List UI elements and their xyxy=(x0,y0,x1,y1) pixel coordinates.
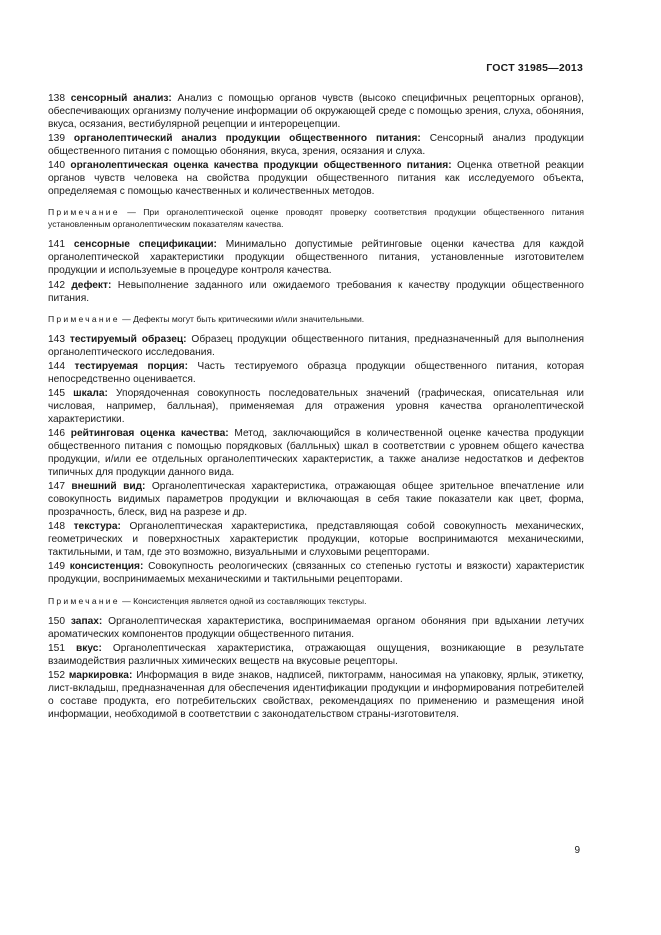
definition-151 xyxy=(48,642,584,668)
entry-term: сенсорный анализ: xyxy=(70,93,172,104)
definition-141 xyxy=(48,238,584,277)
entry-term: маркировка: xyxy=(68,669,133,681)
entry-term: вкус: xyxy=(76,642,102,654)
entry-text: Совокупность реологических (связанных со степенью густоты и вязкости) характеристик продукции, воспринимаемых механическими и тактильными рецепторами. xyxy=(48,561,584,586)
definition-146 xyxy=(48,427,584,479)
entry-number: 152 xyxy=(48,669,65,681)
entry-number: 138 xyxy=(48,93,65,104)
note-text: — Консистенция является одной из составляющих текстуры. xyxy=(122,595,367,606)
note-1 xyxy=(48,206,584,230)
entry-text: Сенсорный анализ продукции общественного питания с помощью обоняния, вкуса, зрения, осязания и слуха. xyxy=(48,133,584,158)
definition-138 xyxy=(48,92,584,131)
entry-text: Часть тестируемого образца продукции общественного питания, которая непосредственно оценивается. xyxy=(48,360,584,385)
definition-150 xyxy=(48,615,584,641)
entry-number: 148 xyxy=(48,521,65,533)
note-text: — Дефекты могут быть критическими и/или значительными. xyxy=(122,313,365,324)
entry-number: 145 xyxy=(48,387,65,399)
definition-147 xyxy=(48,480,584,519)
entry-number: 150 xyxy=(48,615,65,627)
entry-term: внешний вид: xyxy=(71,481,146,493)
definition-143 xyxy=(48,333,584,359)
entry-text: Минимально допустимые рейтинговые оценки качества для каждой органолептической характеристики продукции общественного питания, установленные изготовителем продукции и используемые в процедуре контроля качества. xyxy=(48,239,584,277)
note-label: Примечание xyxy=(48,313,120,324)
entry-text: Информация в виде знаков, надписей, пиктограмм, наносимая на упаковку, ярлык, этикетку, лист-вкладыш, предназначенная для обеспечения идентификации продукции и информирования потребителей о составе продукта, его потребительских свойствах, рекомендациях по применению и размещения иной информации, необходимой в соответствии с законодательством страны-изготовителя. xyxy=(48,669,584,720)
entry-term: шкала: xyxy=(73,387,108,399)
entry-term: тестируемая порция: xyxy=(74,360,188,372)
entry-text: Анализ с помощью органов чувств (высоко специфичных рецепторных органов), обеспечивающих организму получение информации об окружающей среде с помощью зрения, слуха, обоняния, вкуса, осязания, вестибулярной рецепции и интерорецепции. xyxy=(48,93,584,131)
entry-term: консистенция: xyxy=(69,561,144,573)
entry-text: Упорядоченная совокупность последовательных значений (графическая, описательная или числовая, например, балльная), применяемая для отражения уровня качества органолептической характеристики. xyxy=(48,387,584,425)
entry-text: Органолептическая характеристика, отражающая ощущения, возникающие в результате взаимодействия различных химических веществ на вкусовые рецепторы. xyxy=(48,642,584,667)
entry-term: тестируемый образец: xyxy=(69,333,187,345)
entry-number: 143 xyxy=(48,333,65,345)
entry-number: 144 xyxy=(48,360,65,372)
entry-term: текстура: xyxy=(73,521,121,533)
note-2 xyxy=(48,313,584,325)
entry-term: органолептическая оценка качества продукции общественного питания: xyxy=(70,160,452,172)
entry-number: 149 xyxy=(48,561,65,573)
standard-header: ГОСТ 31985—2013 xyxy=(486,62,583,74)
entry-term: дефект: xyxy=(71,279,112,291)
note-label: Примечание xyxy=(48,595,120,606)
note-3 xyxy=(48,595,584,607)
definition-145 xyxy=(48,387,584,426)
note-label: Примечание xyxy=(48,207,120,218)
entry-number: 142 xyxy=(48,279,65,291)
entry-text: Органолептическая характеристика, представляющая собой совокупность механических, геометрических и поверхностных характеристик продукции, которые воспринимаются механическими, тактильными, и там, где это возможно, визуальными и слуховыми рецепторами. xyxy=(48,521,584,559)
entry-text: Органолептическая характеристика, отражающая общее зрительное впечатление или совокупность видимых параметров продукции и включающая в себя такие показатели как цвет, форма, прозрачность, блеск, вид на разрезе и др. xyxy=(48,481,584,519)
definition-144 xyxy=(48,360,584,386)
entry-term: органолептический анализ продукции общественного питания: xyxy=(73,133,421,145)
entry-text: Метод, заключающийся в количественной оценке качества продукции общественного питания с помощью порядковых (балльных) шкал в соответствии с уровнем общего качества продукции, и/или ее отдельных органолептических характеристик, а также анализе недостатков и дефектов типичных для продукции данного вида. xyxy=(48,427,584,479)
entry-text: Органолептическая характеристика, воспринимаемая органом обоняния при вдыхании летучих ароматических компонентов продукции общественного питания. xyxy=(48,615,584,640)
entry-number: 147 xyxy=(48,481,65,493)
entry-number: 151 xyxy=(48,642,65,654)
entry-text: Невыполнение заданного или ожидаемого требования к качеству продукции общественного питания. xyxy=(48,279,584,304)
entry-number: 146 xyxy=(48,427,65,439)
entry-text: Оценка ответной реакции органов чувств человека на свойства продукции общественного питания как исследуемого объекта, определяемая с помощью качественных и количественных методов. xyxy=(48,160,584,198)
entry-text: Образец продукции общественного питания, предназначенный для выполнения органолептического исследования. xyxy=(48,333,584,358)
entry-term: рейтинговая оценка качества: xyxy=(70,427,229,439)
entry-number: 140 xyxy=(48,160,65,172)
page-number: 9 xyxy=(574,845,580,856)
entry-term: сенсорные спецификации: xyxy=(73,239,217,251)
definition-149 xyxy=(48,560,584,586)
entry-number: 141 xyxy=(48,239,65,251)
definition-152 xyxy=(48,669,584,721)
definition-140 xyxy=(48,159,584,198)
definition-142 xyxy=(48,279,584,305)
entry-term: запах: xyxy=(70,615,103,627)
definitions-body xyxy=(48,92,584,721)
definition-148 xyxy=(48,520,584,559)
note-text: — При органолептической оценке проводят проверку соответствия продукции общественного питания установленным органолептическим показателям качества. xyxy=(48,207,584,230)
definition-139 xyxy=(48,132,584,158)
entry-number: 139 xyxy=(48,133,65,145)
